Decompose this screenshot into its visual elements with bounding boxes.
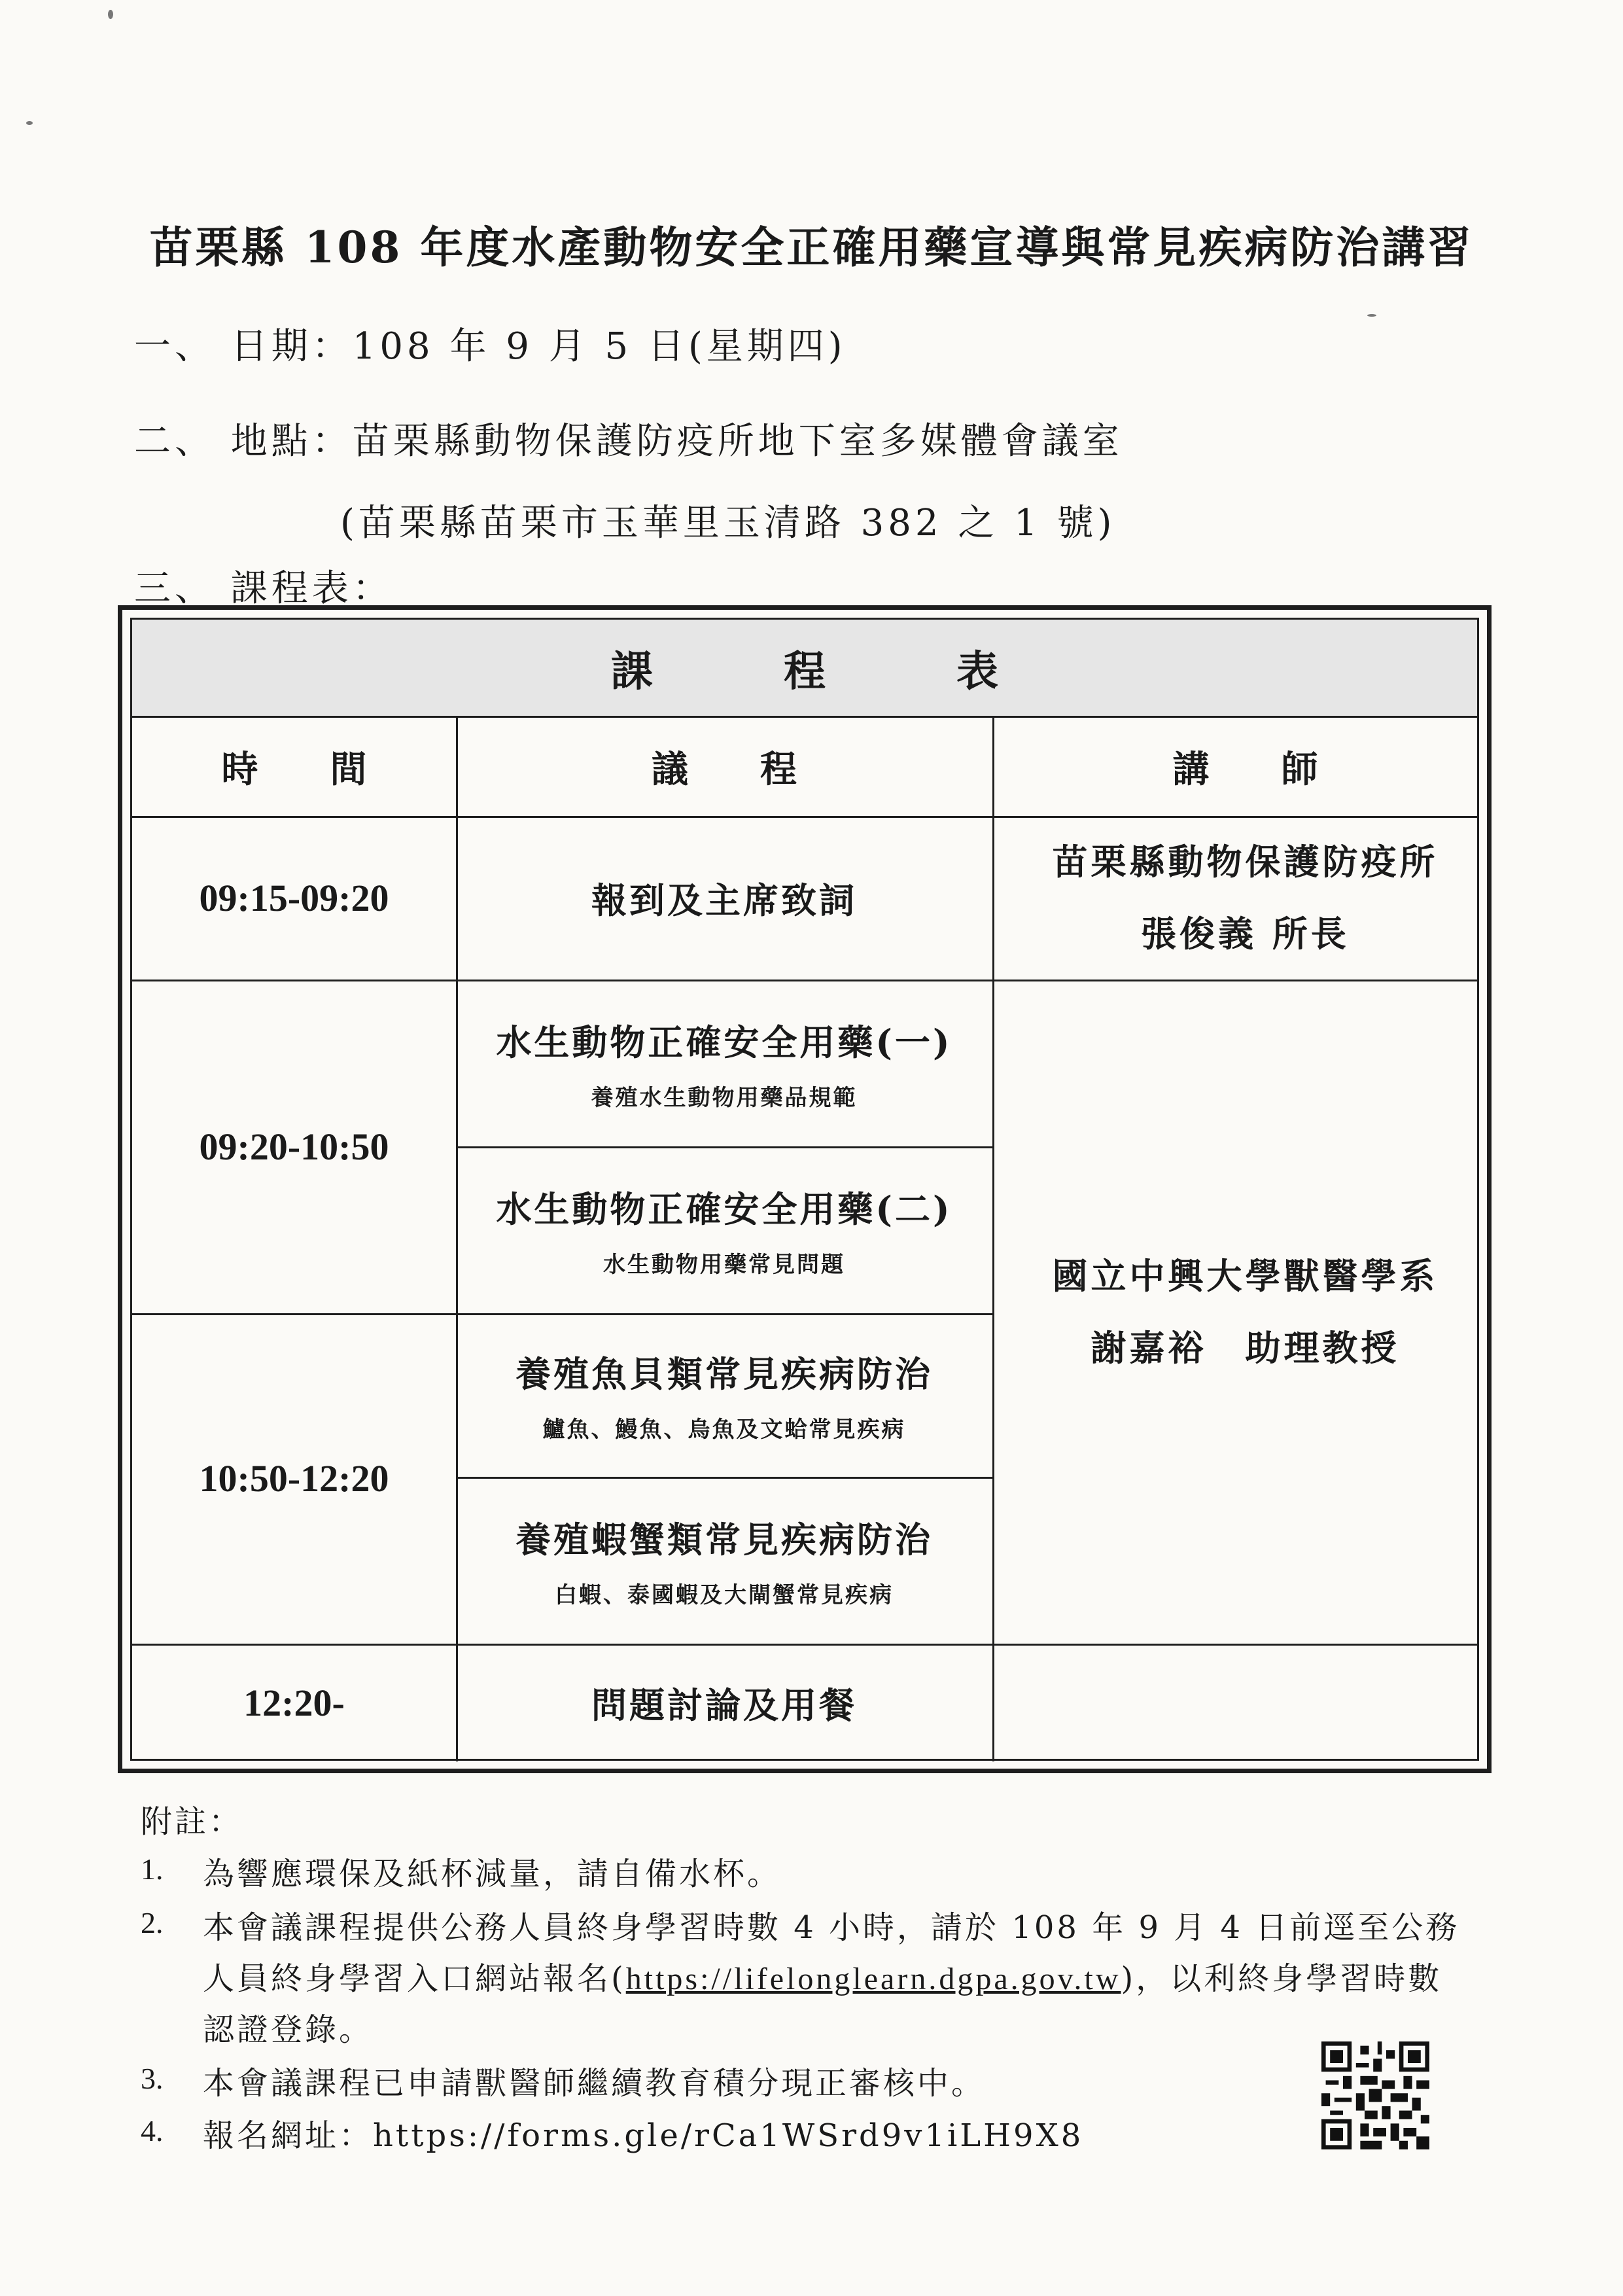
agenda-cell <box>456 1313 992 1477</box>
registration-url[interactable]: 報名網址：https://forms.gle/rCa1WSrd9v1iLH9X8 <box>203 2117 1084 2154</box>
note-text: 為響應環保及紙杯減量，請自備水杯。 <box>203 1856 782 1892</box>
table-row-agenda: 報到及主席致詞 <box>591 879 857 921</box>
note-text: 人員終身學習入口網站報名(https://lifelonglearn.dgpa.gov.tw)，以利終身學習時數 <box>203 1960 1442 1997</box>
agenda-cell <box>456 1477 992 1644</box>
agenda-title: 水生動物正確安全用藥(二) <box>496 1188 952 1230</box>
schedule-label: 三、 課程表： <box>134 567 393 610</box>
note-number: 4. <box>141 2114 164 2147</box>
address-line: (苗栗縣苗栗市玉華里玉清路 382 之 1 號) <box>340 502 1116 544</box>
lecturer-org: 國立中興大學獸醫學系 <box>1052 1254 1439 1297</box>
lecturer-org: 苗栗縣動物保護防疫所 <box>1052 841 1439 883</box>
note-number: 3. <box>141 2062 164 2095</box>
scan-speck <box>26 121 33 125</box>
agenda-subtitle: 鱸魚、鰻魚、烏魚及文蛤常見疾病 <box>542 1417 906 1443</box>
table-row-time: 10:50-12:20 <box>199 1457 389 1500</box>
agenda-subtitle: 養殖水生動物用藥品規範 <box>591 1084 858 1111</box>
agenda-subtitle: 水生動物用藥常見問題 <box>603 1251 845 1278</box>
notes-heading: 附註： <box>141 1803 243 1840</box>
agenda-cell <box>456 980 992 1146</box>
agenda-cell <box>456 1146 992 1313</box>
agenda-title: 水生動物正確安全用藥(一) <box>496 1021 952 1063</box>
scan-speck <box>108 10 113 19</box>
lecturer-cell <box>992 980 1498 1644</box>
note-number: 1. <box>141 1852 164 1886</box>
header-lecturer: 講師 <box>1172 748 1390 791</box>
table-row-time: 09:20-10:50 <box>199 1125 389 1168</box>
note-text: 本會議課程已申請獸醫師繼續教育積分現正審核中。 <box>203 2065 986 2102</box>
page-title: 苗栗縣 108 年度水產動物安全正確用藥宣導與常見疾病防治講習 <box>149 222 1474 273</box>
note-number: 2. <box>141 1906 164 1939</box>
lifelong-learning-link[interactable]: https://lifelonglearn.dgpa.gov.tw <box>625 1962 1121 1996</box>
agenda-subtitle: 白蝦、泰國蝦及大閘蟹常見疾病 <box>555 1581 894 1608</box>
date-line: 一、 日期：108 年 9 月 5 日(星期四) <box>134 325 846 368</box>
agenda-title: 養殖蝦蟹類常見疾病防治 <box>515 1518 933 1561</box>
scan-speck <box>1367 314 1376 317</box>
table-title: 課程表 <box>132 620 1477 718</box>
agenda-title: 養殖魚貝類常見疾病防治 <box>515 1353 933 1395</box>
qr-code-icon <box>1321 2041 1429 2149</box>
table-row-agenda: 問題討論及用餐 <box>591 1684 857 1726</box>
lecturer-cell <box>992 816 1498 980</box>
header-time: 時間 <box>221 748 439 791</box>
header-agenda: 議程 <box>652 748 869 791</box>
schedule-table <box>118 605 1492 1773</box>
location-line: 二、 地點：苗栗縣動物保護防疫所地下室多媒體會議室 <box>134 420 1123 463</box>
table-row-time: 12:20- <box>243 1681 345 1724</box>
note-text: 認證登錄。 <box>203 2011 374 2048</box>
lecturer-name: 張俊義 所長 <box>1141 913 1350 955</box>
table-row-time: 09:15-09:20 <box>199 876 389 919</box>
note-text: 本會議課程提供公務人員終身學習時數 4 小時，請於 108 年 9 月 4 日前逕至公務 <box>203 1909 1460 1946</box>
lecturer-name: 謝嘉裕 助理教授 <box>1091 1326 1400 1369</box>
